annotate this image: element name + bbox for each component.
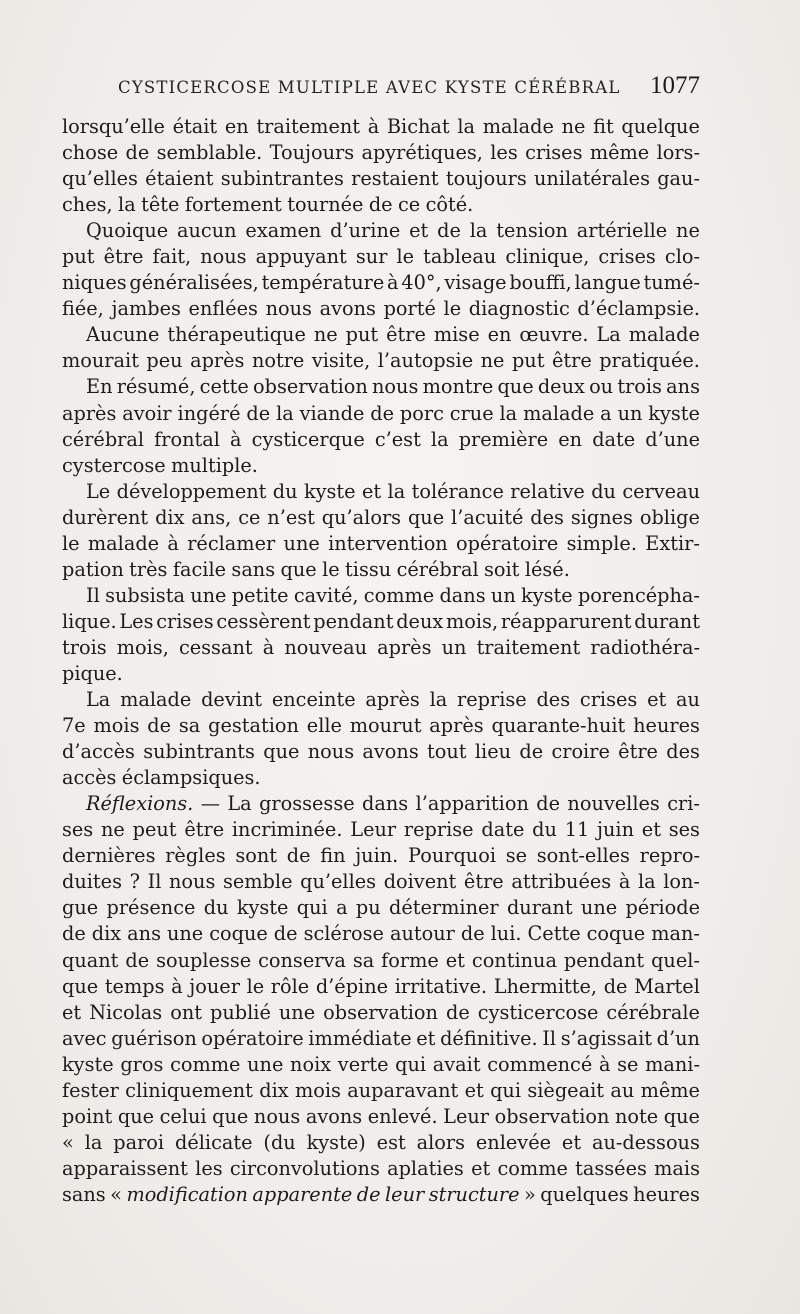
text-line: Aucune thérapeutique ne put être mise en œuvre. La malade bbox=[86, 323, 700, 347]
text-line: qu’elles étaient subintrantes restaient toujours unilatérales gau- bbox=[62, 167, 700, 191]
text-line: de dix ans une coque de sclérose autour de lui. Cette coque man- bbox=[62, 922, 700, 946]
text-line: Quoique aucun examen d’urine et de la tension artérielle ne bbox=[86, 219, 700, 243]
text-line: « la paroi délicate (du kyste) est alors enlevée et au-dessous bbox=[62, 1130, 700, 1154]
text-line: Réflexions. — La grossesse dans l’apparition de nouvelles cri- bbox=[86, 792, 700, 816]
text-line: pique. bbox=[62, 661, 123, 685]
text-line: lique. Les crises cessèrent pendant deux mois, réapparurent durant bbox=[62, 609, 700, 633]
text-line: chose de semblable. Toujours apyrétiques, les crises même lors- bbox=[62, 141, 700, 165]
text-line: lorsqu’elle était en traitement à Bichat la malade ne fit quelque bbox=[62, 115, 700, 138]
text-line: point que celui que nous avons enlevé. Leur observation note que bbox=[62, 1104, 700, 1128]
text-line: avec guérison opératoire immédiate et définitive. Il s’agissait d’un bbox=[62, 1026, 700, 1050]
text-line: La malade devint enceinte après la reprise des crises et au bbox=[86, 688, 700, 712]
text-line: niques généralisées, température à 40°, visage bouffi, langue tumé- bbox=[62, 271, 700, 295]
page-number: 1077 bbox=[650, 72, 700, 99]
running-head bbox=[62, 72, 702, 108]
running-head-title: CYSTICERCOSE MULTIPLE AVEC KYSTE CÉRÉBRAL bbox=[118, 78, 621, 97]
text-line: après avoir ingéré de la viande de porc crue la malade a un kyste bbox=[62, 401, 700, 425]
text-line: durèrent dix ans, ce n’est qu’alors que l’acuité des signes oblige bbox=[62, 505, 700, 529]
text-line: Il subsista une petite cavité, comme dans un kyste porencépha- bbox=[86, 583, 700, 607]
text-line: d’accès subintrants que nous avons tout lieu de croire être des bbox=[62, 740, 700, 764]
text-line: cystercose multiple. bbox=[62, 453, 258, 477]
text-line: Le développement du kyste et la tolérance relative du cerveau bbox=[86, 479, 700, 503]
text-line: que temps à jouer le rôle d’épine irritative. Lhermitte, de Martel bbox=[62, 974, 700, 998]
text-line: accès éclampsiques. bbox=[62, 766, 261, 790]
text-line: put être fait, nous appuyant sur le tableau clinique, crises clo- bbox=[62, 245, 700, 269]
text-line: En résumé, cette observation nous montre que deux ou trois ans bbox=[86, 375, 700, 399]
text-line: sans « modification apparente de leur structure » quelques heures bbox=[62, 1182, 700, 1206]
text-line: le malade à réclamer une intervention opératoire simple. Extir- bbox=[62, 531, 700, 555]
text-line: ches, la tête fortement tournée de ce côté. bbox=[62, 193, 474, 217]
text-line: duites ? Il nous semble qu’elles doivent être attribuées à la lon- bbox=[62, 870, 700, 894]
text-line: quant de souplesse conserva sa forme et continua pendant quel- bbox=[62, 948, 700, 972]
body-text bbox=[62, 114, 700, 1208]
text-line: kyste gros comme une noix verte qui avait commencé à se mani- bbox=[62, 1052, 700, 1076]
text-line: fiée, jambes enflées nous avons porté le diagnostic d’éclampsie. bbox=[62, 297, 700, 321]
text-line: mourait peu après notre visite, l’autopsie ne put être pratiquée. bbox=[62, 349, 700, 373]
text-line: 7e mois de sa gestation elle mourut après quarante-huit heures bbox=[62, 714, 700, 738]
text-line: cérébral frontal à cysticerque c’est la première en date d’une bbox=[62, 427, 700, 451]
text-line: pation très facile sans que le tissu cérébral soit lésé. bbox=[62, 557, 570, 581]
text-line: dernières règles sont de fin juin. Pourquoi se sont-elles repro- bbox=[62, 844, 700, 868]
text-line: apparaissent les circonvolutions aplaties et comme tassées mais bbox=[62, 1156, 700, 1180]
text-line: ses ne peut être incriminée. Leur reprise date du 11 juin et ses bbox=[62, 818, 700, 842]
text-line: trois mois, cessant à nouveau après un traitement radiothéra- bbox=[62, 635, 700, 659]
text-line: gue présence du kyste qui a pu déterminer durant une période bbox=[62, 896, 700, 920]
text-line: et Nicolas ont publié une observation de cysticercose cérébrale bbox=[62, 1000, 700, 1024]
text-line: fester cliniquement dix mois auparavant et qui siègeait au même bbox=[62, 1078, 700, 1102]
